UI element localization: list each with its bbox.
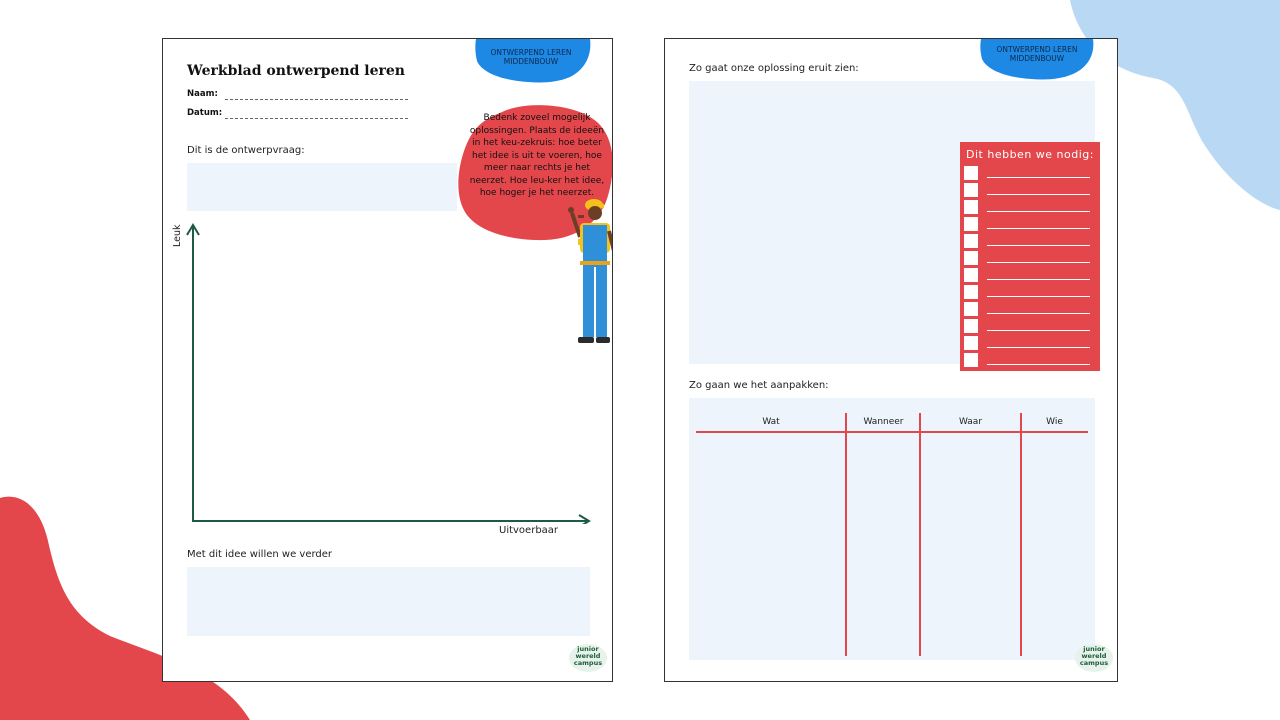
materials-needed-title: Dit hebben we nodig:	[966, 148, 1094, 161]
materials-line[interactable]	[987, 347, 1090, 348]
materials-checkbox[interactable]	[964, 200, 978, 214]
column-header-wie: Wie	[1046, 417, 1063, 427]
materials-checkbox[interactable]	[964, 166, 978, 180]
column-header-wat: Wat	[762, 417, 780, 427]
materials-checkbox[interactable]	[964, 251, 978, 265]
continue-idea-label: Met dit idee willen we verder	[187, 549, 333, 560]
logo-line-1: junior	[1083, 645, 1105, 653]
materials-line[interactable]	[987, 194, 1090, 195]
materials-line[interactable]	[987, 364, 1090, 365]
materials-line[interactable]	[987, 262, 1090, 263]
materials-checkbox[interactable]	[964, 336, 978, 350]
logo-line-2: wereld	[575, 652, 601, 660]
materials-checkbox[interactable]	[964, 302, 978, 316]
table-column-divider	[1020, 413, 1022, 656]
construction-worker-illustration	[558, 191, 613, 351]
materials-checkbox[interactable]	[964, 183, 978, 197]
materials-line[interactable]	[987, 296, 1090, 297]
logo-line-1: junior	[577, 645, 599, 653]
date-field[interactable]	[225, 118, 408, 119]
logo-line-2: wereld	[1081, 652, 1107, 660]
logo-text	[1074, 646, 1114, 667]
logo-text	[568, 646, 608, 667]
materials-line[interactable]	[987, 313, 1090, 314]
tag-line-1: ONTWERPEND LEREN	[490, 48, 572, 57]
table-column-divider	[845, 413, 847, 656]
materials-checkbox[interactable]	[964, 234, 978, 248]
design-question-label: Dit is de ontwerpvraag:	[187, 145, 305, 156]
approach-table-box[interactable]	[689, 398, 1095, 660]
approach-label: Zo gaan we het aanpakken:	[689, 380, 829, 391]
materials-line[interactable]	[987, 177, 1090, 178]
worksheet-page-plan	[664, 38, 1118, 682]
page-title: Werkblad ontwerpend leren	[187, 63, 405, 79]
materials-line[interactable]	[987, 211, 1090, 212]
materials-line[interactable]	[987, 330, 1090, 331]
materials-checkbox[interactable]	[964, 319, 978, 333]
tag-label	[476, 48, 586, 66]
materials-checkbox[interactable]	[964, 217, 978, 231]
materials-needed-panel	[960, 142, 1100, 371]
tag-line-2: MIDDENBOUW	[503, 57, 559, 66]
name-field[interactable]	[225, 99, 408, 100]
materials-line[interactable]	[987, 245, 1090, 246]
tag-label	[982, 45, 1092, 63]
name-label: Naam:	[187, 89, 218, 99]
logo-line-3: campus	[573, 659, 603, 667]
column-header-wanneer: Wanneer	[863, 417, 904, 427]
speech-bubble-text: Bedenk zoveel mogelijk oplossingen. Plaats de ideeën in het keu-zekruis: hoe beter het idee is uit te voeren, hoe meer naar rechts je het neerzet. Hoe leu-ker het idee, hoe hoger je het neerzet.	[469, 113, 605, 198]
table-header-rule	[696, 431, 1088, 433]
materials-line[interactable]	[987, 279, 1090, 280]
date-label: Datum:	[187, 108, 223, 118]
tag-line-1: ONTWERPEND LEREN	[996, 45, 1078, 54]
column-header-waar: Waar	[958, 417, 983, 427]
logo-line-3: campus	[1079, 659, 1109, 667]
tag-line-2: MIDDENBOUW	[1009, 54, 1065, 63]
materials-checkbox[interactable]	[964, 285, 978, 299]
axis-y-label: Leuk	[172, 224, 183, 247]
continue-idea-box[interactable]	[187, 567, 590, 636]
design-question-box[interactable]	[187, 163, 457, 211]
materials-checkbox[interactable]	[964, 268, 978, 282]
worksheet-page-ideas	[162, 38, 613, 682]
materials-line[interactable]	[987, 228, 1090, 229]
table-column-divider	[919, 413, 921, 656]
materials-checkbox[interactable]	[964, 353, 978, 367]
idea-cross-axes[interactable]	[183, 219, 593, 524]
solution-label: Zo gaat onze oplossing eruit zien:	[689, 63, 859, 74]
axis-x-label: Uitvoerbaar	[499, 525, 559, 536]
